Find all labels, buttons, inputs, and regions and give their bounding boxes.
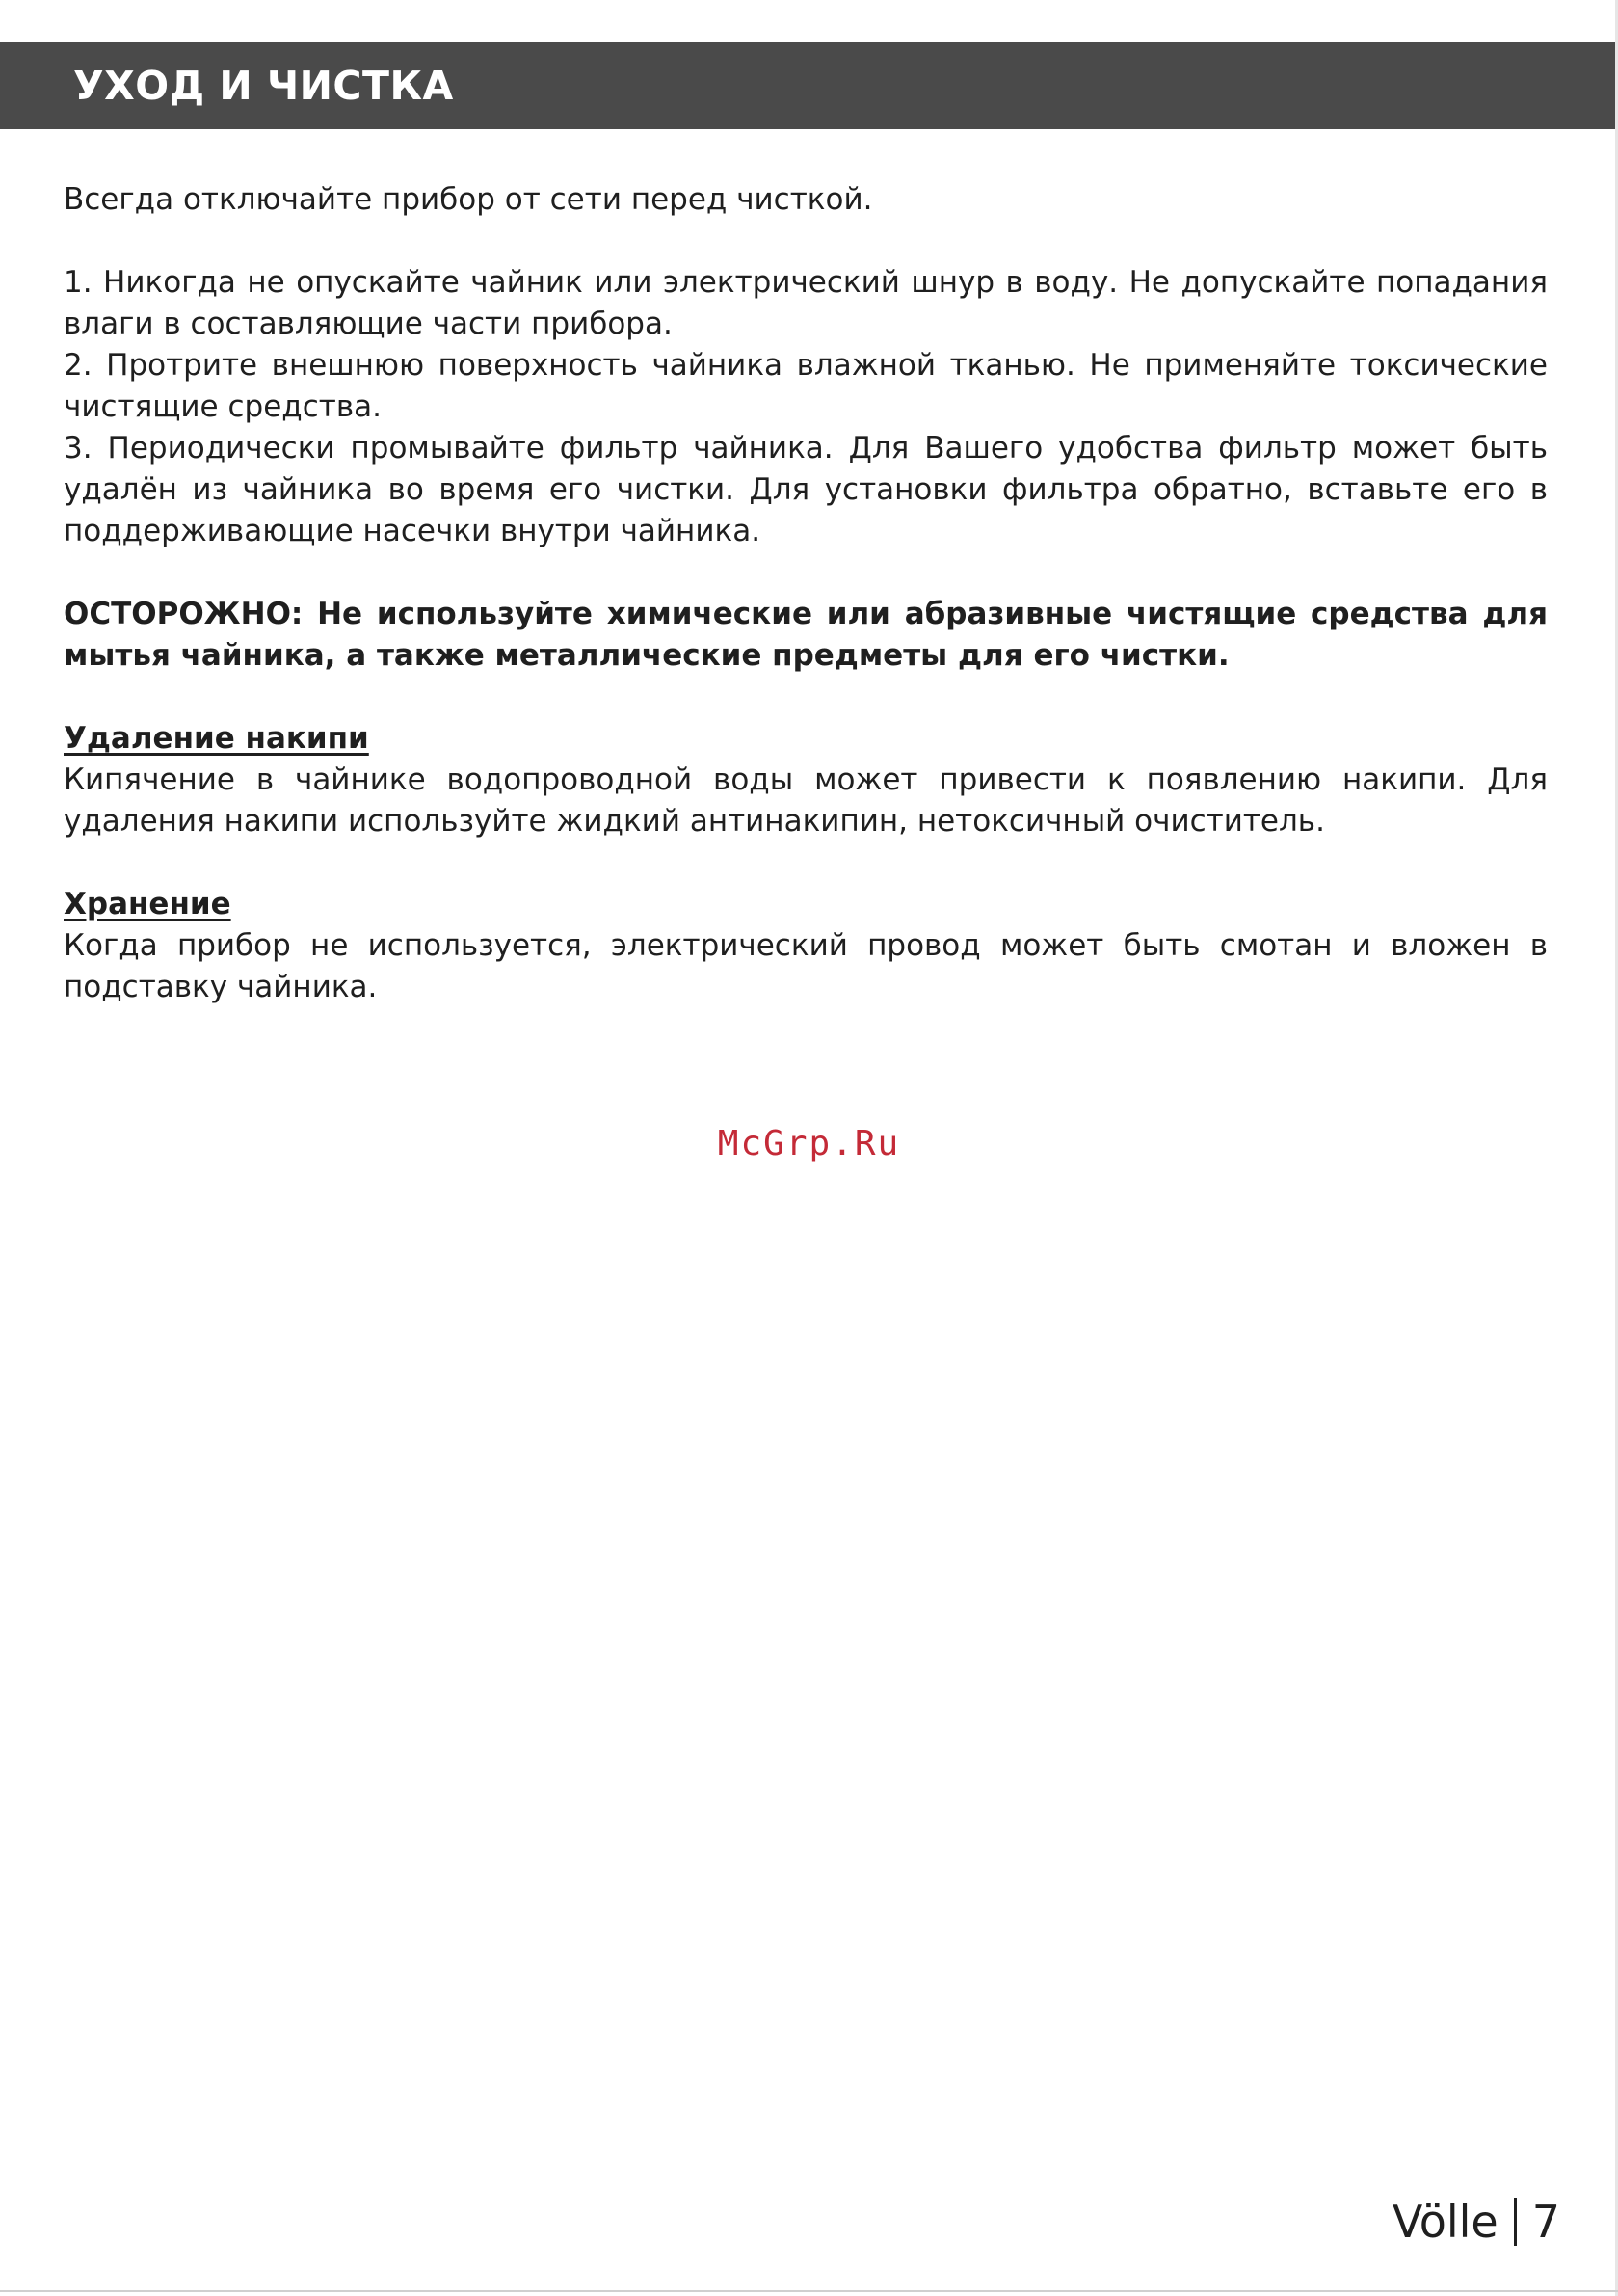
brand-logo: Völle: [1392, 2196, 1499, 2248]
intro-paragraph: Всегда отключайте прибор от сети перед чисткой.: [64, 182, 873, 217]
storage-text: Когда прибор не используется, электрический провод может быть смотан и вложен в подставку чайника.: [64, 928, 1548, 1004]
document-body: [64, 179, 1548, 1008]
section-title: УХОД И ЧИСТКА: [73, 63, 454, 109]
page-number: 7: [1531, 2196, 1560, 2248]
page-footer: [1393, 2188, 1560, 2256]
footer-divider: [1514, 2198, 1517, 2246]
warning-paragraph: ОСТОРОЖНО: Не используйте химические или абразивные чистящие средства для мытья чайника, а также металлические предметы для его чистки.: [64, 597, 1548, 673]
step-3: 3. Периодически промывайте фильтр чайника. Для Вашего удобства фильтр может быть удалён из чайника во время его чистки. Для установки фильтра обратно, вставьте его в поддерживающие насечки внутри чайника.: [64, 431, 1548, 548]
step-1: 1. Никогда не опускайте чайник или электрический шнур в воду. Не допускайте попадания влаги в составляющие части прибора.: [64, 265, 1548, 341]
spacer: [64, 552, 1548, 594]
spacer: [64, 842, 1548, 884]
page-bottom-edge: [0, 2290, 1618, 2292]
storage-heading: Хранение: [64, 887, 231, 921]
spacer: [64, 677, 1548, 718]
descaling-heading: Удаление накипи: [64, 721, 369, 756]
watermark: McGrp.Ru: [717, 1124, 901, 1163]
descaling-text: Кипячение в чайнике водопроводной воды может привести к появлению накипи. Для удаления накипи используйте жидкий антинакипин, нетоксичный очиститель.: [64, 762, 1548, 839]
section-header-bar: [0, 42, 1615, 129]
spacer: [64, 221, 1548, 262]
step-2: 2. Протрите внешнюю поверхность чайника влажной тканью. Не применяйте токсические чистящие средства.: [64, 348, 1548, 424]
